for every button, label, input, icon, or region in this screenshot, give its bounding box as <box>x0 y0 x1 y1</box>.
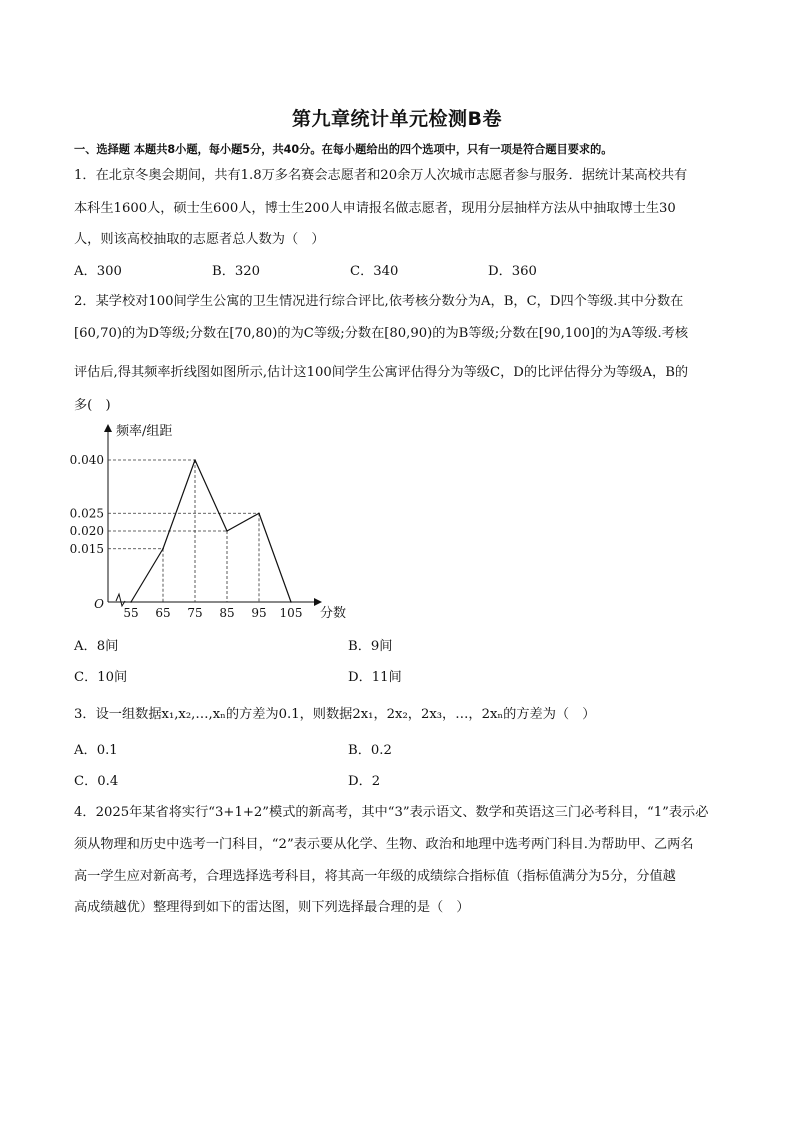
q4-line-3: 高一学生应对新高考，合理选择选考科目，将其高一年级的成绩综合指标值（指标值满分为5分，分值越 <box>74 869 676 884</box>
data-point <box>194 459 196 461</box>
data-point <box>226 530 228 532</box>
q1-option-d: D．360 <box>488 264 537 279</box>
q1-line-2: 本科生1600人，硕士生600人，博士生200人申请报名做志愿者，现用分层抽样方法从中抽取博士生30 <box>74 201 676 216</box>
y-tick-label: 0.015 <box>69 541 104 556</box>
y-axis-title: 频率/组距 <box>116 424 173 439</box>
origin-label: O <box>94 597 104 611</box>
q2-option-b: B．9间 <box>348 639 393 654</box>
q2-option-d: D．11间 <box>348 670 402 685</box>
polygon-segment <box>131 549 163 602</box>
polygon-segment <box>227 513 259 531</box>
x-tick-label: 95 <box>251 606 267 620</box>
q4-line-2: 须从物理和历史中选考一门科目，“2”表示要从化学、生物、政治和地理中选考两门科目.为帮助甲、乙两名 <box>74 837 694 852</box>
q3-option-c: C．0.4 <box>74 774 119 789</box>
page-title: 第九章统计单元检测B卷 <box>292 108 502 130</box>
q1-option-c: C．340 <box>350 264 399 279</box>
y-tick-label: 0.020 <box>69 524 104 538</box>
polygon-segment <box>195 460 227 531</box>
q2-line-3: 评估后,得其频率折线图如图所示,估计这100间学生公寓评估得分为等级C，D的比评估得分为等级A，B的 <box>74 365 689 380</box>
x-axis-title: 分数 <box>320 606 347 621</box>
data-point <box>290 601 292 603</box>
x-tick-label: 55 <box>123 606 139 620</box>
q2-line-4: 多( ) <box>74 398 111 413</box>
section-header: 一、选择题 本题共8小题，每小题5分，共40分。在每小题给出的四个选项中，只有一项是符合题目要求的。 <box>74 143 613 156</box>
q2-option-c: C．10间 <box>74 670 128 685</box>
x-tick-label: 75 <box>187 606 203 620</box>
q1-option-b: B．320 <box>212 264 261 279</box>
polygon-segment <box>259 513 291 602</box>
q2-line-1: 2．某学校对100间学生公寓的卫生情况进行综合评比,依考核分数分为A，B，C，D四个等级.其中分数在 <box>74 294 684 309</box>
polygon-segment <box>163 460 195 549</box>
data-point <box>258 512 260 514</box>
q2-line-2: [60,70)的为D等级;分数在[70,80)的为C等级;分数在[80,90)的为B等级;分数在[90,100]的为A等级.考核 <box>74 326 689 341</box>
q3-option-b: B．0.2 <box>348 743 392 758</box>
q1-option-a: A．300 <box>74 264 122 279</box>
y-tick-label: 0.025 <box>69 506 104 521</box>
axis-break-mark <box>116 594 125 606</box>
q3-line: 3．设一组数据x₁,x₂,…,xₙ的方差为0.1，则数据2x₁，2x₂，2x₃，…，2xₙ的方差为（ ） <box>74 707 596 722</box>
q1-line-3: 人，则该高校抽取的志愿者总人数为（ ） <box>74 232 325 247</box>
q4-line-4: 高成绩越优）整理得到如下的雷达图，则下列选择最合理的是（ ） <box>74 900 470 915</box>
q3-option-a: A．0.1 <box>74 743 118 758</box>
q4-line-1: 4．2025年某省将实行“3+1+2”模式的新高考，其中“3”表示语文、数学和英语这三门必考科目，“1”表示必 <box>74 805 709 820</box>
x-tick-label: 65 <box>155 606 171 620</box>
q2-option-a: A．8间 <box>74 639 119 654</box>
q3-option-d: D．2 <box>348 774 381 789</box>
q1-line-1: 1．在北京冬奥会期间，共有1.8万多名赛会志愿者和20余万人次城市志愿者参与服务．据统计某高校共有 <box>74 168 688 183</box>
x-tick-label: 105 <box>279 606 303 620</box>
y-tick-label: 0.040 <box>69 453 104 467</box>
frequency-polygon-chart <box>69 418 360 623</box>
x-tick-label: 85 <box>219 606 235 620</box>
data-point <box>130 601 132 603</box>
data-point <box>162 548 164 550</box>
